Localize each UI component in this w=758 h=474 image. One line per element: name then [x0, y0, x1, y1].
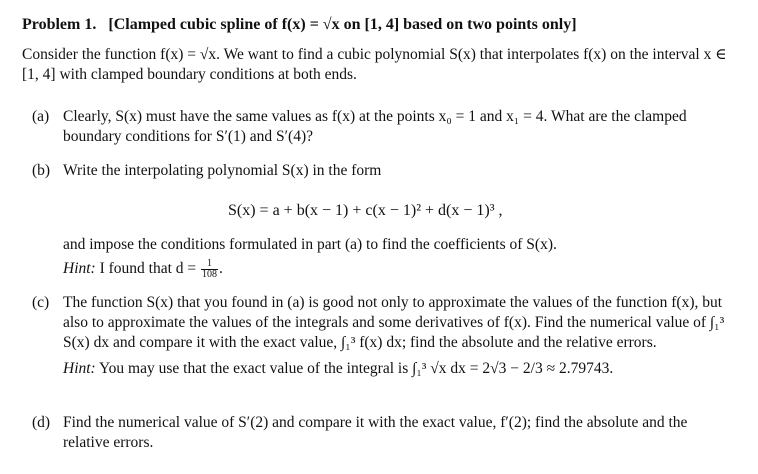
part-c-label: (c) — [32, 294, 50, 311]
part-b-text: Write the interpolating polynomial S(x) in the form — [63, 162, 382, 179]
part-c-hint-label: Hint: — [63, 360, 96, 377]
problem-title — [22, 15, 577, 35]
part-b-hint — [63, 259, 223, 280]
part-b-hint-text: I found that d = — [99, 260, 197, 278]
problem-title-text: [Clamped cubic spline of f(x) = √x on [1, 4] based on two points only] — [108, 16, 577, 33]
part-d-text: Find the numerical value of S′(2) and compare it with the exact value, f′(2); find the absolute and the relative errors. — [63, 414, 688, 451]
hint-fraction — [201, 259, 218, 280]
part-b-hint-label: Hint: — [63, 260, 96, 278]
part-c-hint-text: You may use that the exact value of the integral is ∫₁³ √x dx = 2√3 − 2/3 ≈ 2.79743. — [99, 360, 614, 377]
hint-fraction-denominator: 108 — [202, 269, 218, 280]
part-a-label: (a) — [32, 108, 50, 125]
part-b — [32, 161, 734, 181]
part-a-text: Clearly, S(x) must have the same values as f(x) at the points x₀ = 1 and x₁ = 4. What are the clamped boundary conditions for S′(1) and S′(4)? — [63, 108, 687, 145]
polynomial-equation: S(x) = a + b(x − 1) + c(x − 1)² + d(x − 1)³ , — [228, 202, 503, 219]
hint-fraction-numerator: 1 — [201, 259, 218, 270]
problem-intro: Consider the function f(x) = √x. We want to find a cubic polynomial S(x) that interpolates f(x) on the interval x ∈ [1, 4] with clamped boundary conditions at both ends. — [22, 46, 727, 83]
part-a — [32, 107, 734, 147]
part-b-after — [32, 235, 734, 255]
part-b-label: (b) — [32, 162, 51, 179]
part-c-text: The function S(x) that you found in (a) is good not only to approximate the values of the function f(x), but also to approximate the values of the integrals and some derivatives of f(x). Find the numerical value of ∫₁³ S(x) dx and compare it with the exact value, ∫₁³ f(x) dx; find the absolute and the relative errors. — [63, 294, 725, 351]
part-c-hint — [63, 359, 734, 379]
problem-number: Problem 1. — [22, 16, 97, 33]
part-d — [32, 413, 734, 453]
part-c — [32, 293, 734, 379]
part-b-after-text: and impose the conditions formulated in part (a) to find the coefficients of S(x). — [63, 236, 557, 253]
hint-fraction-end: . — [219, 260, 223, 278]
part-d-label: (d) — [32, 414, 51, 431]
